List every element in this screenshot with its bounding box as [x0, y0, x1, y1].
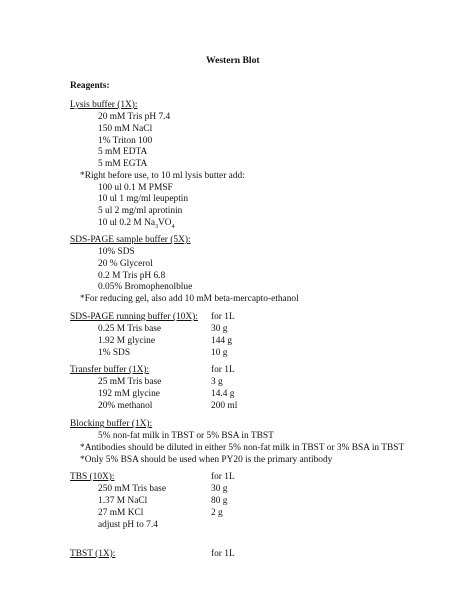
- running-item-name: 1.92 M glycine: [98, 336, 156, 346]
- blocking-item: 5% non-fat milk in TBST or 5% BSA in TBST: [98, 431, 274, 441]
- vanadate-mid: VO: [158, 218, 172, 228]
- tbs-item-amount: 30 g: [211, 484, 228, 494]
- tbs-item-name: 1.37 M NaCl: [98, 496, 148, 506]
- tbs-item-amount: 2 g: [211, 508, 223, 518]
- sample-buffer-heading: SDS-PAGE sample buffer (5X):: [70, 235, 191, 245]
- page-title: Western Blot: [206, 55, 260, 66]
- transfer-item-name: 25 mM Tris base: [98, 377, 162, 387]
- lysis-item: 5 mM EDTA: [98, 147, 148, 157]
- blocking-buffer-heading: Blocking buffer (1X):: [70, 419, 153, 429]
- running-item-name: 0.25 M Tris base: [98, 324, 162, 334]
- lysis-additive-vanadate: [98, 219, 175, 230]
- tbs-item-name: 250 mM Tris base: [98, 484, 166, 494]
- transfer-buffer-heading: Transfer buffer (1X):: [70, 365, 150, 375]
- lysis-additive: 100 ul 0.1 M PMSF: [98, 183, 173, 193]
- tbs-volume: for 1L: [211, 472, 235, 482]
- lysis-item: 150 mM NaCl: [98, 124, 153, 134]
- reagents-heading: Reagents:: [70, 81, 110, 91]
- blocking-note: *Antibodies should be diluted in either 5% non-fat milk in TBST or 3% BSA in TBST: [80, 443, 405, 453]
- sample-item: 0.05% Bromophenolblue: [98, 282, 193, 292]
- lysis-note: *Right before use, to 10 ml lysis butter add:: [80, 171, 245, 181]
- vanadate-sub: 4: [171, 223, 175, 230]
- transfer-volume: for 1L: [211, 365, 235, 375]
- vanadate-sub: 3: [155, 223, 159, 230]
- transfer-item-amount: 14.4 g: [211, 389, 235, 399]
- tbs-item-name: 27 mM KCl: [98, 508, 144, 518]
- sample-item: 10% SDS: [98, 247, 135, 257]
- sample-item: 20 % Glycerol: [98, 259, 153, 269]
- tbs-item-amount: 80 g: [211, 496, 228, 506]
- lysis-item: 1% Triton 100: [98, 136, 153, 146]
- transfer-item-amount: 3 g: [211, 377, 223, 387]
- running-item-name: 1% SDS: [98, 348, 131, 358]
- blocking-note: *Only 5% BSA should be used when PY20 is the primary antibody: [80, 455, 333, 465]
- lysis-item: 20 mM Tris pH 7.4: [98, 112, 171, 122]
- tbs-heading: TBS (10X):: [70, 472, 115, 482]
- sample-item: 0.2 M Tris pH 6.8: [98, 271, 166, 281]
- lysis-buffer-heading: Lysis buffer (1X):: [70, 100, 138, 110]
- tbst-heading: TBST (1X):: [70, 549, 116, 559]
- tbst-volume: for 1L: [211, 549, 235, 559]
- transfer-item-name: 20% methanol: [98, 401, 153, 411]
- running-item-amount: 10 g: [211, 348, 228, 358]
- tbs-adjust-note: adjust pH to 7.4: [98, 520, 158, 530]
- lysis-additive: 5 ul 2 mg/ml aprotinin: [98, 206, 183, 216]
- sample-note: *For reducing gel, also add 10 mM beta-mercapto-ethanol: [80, 294, 299, 304]
- running-item-amount: 144 g: [211, 336, 233, 346]
- transfer-item-amount: 200 ml: [211, 401, 238, 411]
- transfer-item-name: 192 mM glycine: [98, 389, 160, 399]
- lysis-additive: 10 ul 1 mg/ml leupeptin: [98, 194, 189, 204]
- running-buffer-heading: SDS-PAGE running buffer (10X):: [70, 312, 198, 322]
- lysis-item: 5 mM EGTA: [98, 159, 148, 169]
- running-item-amount: 30 g: [211, 324, 228, 334]
- running-volume: for 1L: [211, 312, 235, 322]
- vanadate-prefix: 10 ul 0.2 M Na: [98, 218, 156, 228]
